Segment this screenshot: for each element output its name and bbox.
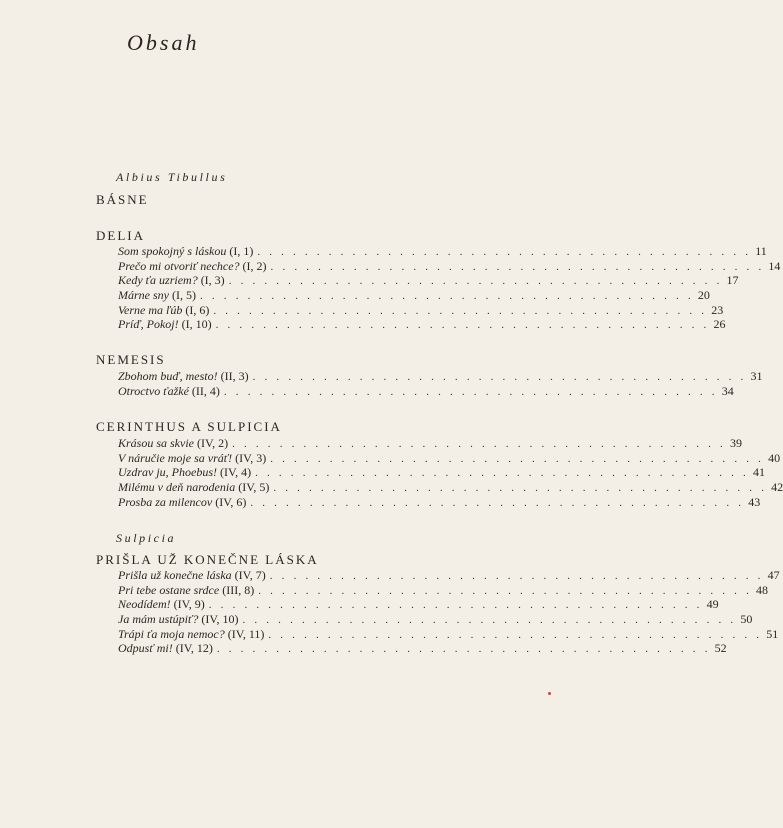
poem-title: Krásou sa skvie	[118, 436, 194, 450]
page-number: 43	[748, 494, 761, 509]
poem-ref: (I, 2)	[242, 258, 267, 273]
poem-title: Márne sny	[118, 288, 169, 303]
page-number: 50	[740, 612, 753, 627]
section-heading-prisla: PRIŠLA UŽ KONEČNE LÁSKA	[96, 552, 319, 567]
page-number: 34	[721, 383, 734, 398]
poem-ref: (IV, 10)	[201, 612, 239, 627]
poem-title: Ja mám ustúpiť?	[118, 612, 199, 627]
entries-prisla	[118, 568, 780, 656]
poem-ref: (IV, 11)	[227, 626, 265, 641]
poem-ref: (I, 1)	[229, 244, 254, 258]
entries-delia	[118, 244, 781, 332]
leader-dots: . . . . . . . . . . . . . . . . . . . . . . . . . . . . . . . . . . . . . . . . . .	[252, 371, 747, 383]
poem-title: Odpusť mi!	[118, 641, 173, 656]
leader-dots: . . . . . . . . . . . . . . . . . . . . . . . . . . . . . . . . . . . . . . . . . .	[242, 614, 737, 627]
leader-dots: . . . . . . . . . . . . . . . . . . . . . . . . . . . . . . . . . . . . . . . . . .	[232, 438, 726, 450]
page-number: 51	[766, 626, 779, 641]
toc-entry[interactable]	[118, 258, 781, 274]
entries-cerinthus	[118, 436, 783, 509]
page-number: 42	[771, 480, 783, 495]
poem-ref: (I, 10)	[181, 317, 212, 332]
poem-title: Prosba za milencov	[118, 494, 213, 509]
author-tibullus: Albius Tibullus	[116, 170, 228, 184]
leader-dots: . . . . . . . . . . . . . . . . . . . . . . . . . . . . . . . . . . . . . . . . . .	[270, 452, 765, 465]
leader-dots: . . . . . . . . . . . . . . . . . . . . . . . . . . . . . . . . . . . . . . . . . .	[270, 260, 765, 273]
poem-title: Zbohom buď, mesto!	[118, 369, 218, 383]
toc-entry[interactable]	[118, 597, 719, 612]
poem-title: Neodídem!	[118, 597, 171, 612]
poem-title: Prečo mi otvoriť nechce?	[118, 258, 240, 273]
page-number: 39	[729, 436, 742, 450]
toc-entry[interactable]	[118, 302, 724, 318]
poem-ref: (IV, 5)	[238, 480, 270, 495]
poem-ref: (IV, 3)	[235, 450, 267, 465]
leader-dots: . . . . . . . . . . . . . . . . . . . . . . . . . . . . . . . . . . . . . . . . . .	[258, 584, 753, 597]
ink-speck	[548, 692, 551, 695]
leader-dots: . . . . . . . . . . . . . . . . . . . . . . . . . . . . . . . . . . . . . . . . . .	[268, 628, 763, 641]
toc-entry[interactable]	[118, 317, 726, 332]
poem-ref: (IV, 4)	[220, 465, 252, 480]
entries-nemesis	[118, 369, 763, 398]
page-number: 41	[752, 465, 765, 480]
leader-dots: . . . . . . . . . . . . . . . . . . . . . . . . . . . . . . . . . . . . . . . . . .	[257, 246, 752, 258]
toc-entry[interactable]	[118, 641, 727, 656]
leader-dots: . . . . . . . . . . . . . . . . . . . . . . . . . . . . . . . . . . . . . . . . . .	[228, 275, 723, 288]
section-heading-nemesis: NEMESIS	[96, 352, 166, 367]
toc-entry[interactable]	[118, 288, 710, 303]
page-title: Obsah	[127, 30, 200, 55]
leader-dots: . . . . . . . . . . . . . . . . . . . . . . . . . . . . . . . . . . . . . . . . . .	[208, 599, 703, 612]
poem-title: Uzdrav ju, Phoebus!	[118, 465, 217, 480]
section-heading-cerinthus: CERINTHUS A SULPICIA	[96, 419, 282, 434]
toc-entry[interactable]	[118, 369, 763, 384]
toc-entry[interactable]	[118, 465, 765, 480]
page-number: 48	[756, 582, 769, 597]
page-number: 26	[713, 317, 726, 332]
leader-dots: . . . . . . . . . . . . . . . . . . . . . . . . . . . . . . . . . . . . . . . . . .	[269, 570, 764, 582]
page-number: 17	[726, 273, 739, 288]
author-sulpicia: Sulpicia	[116, 531, 177, 545]
poem-ref: (IV, 9)	[173, 597, 205, 612]
poem-title: Otroctvo ťažké	[118, 383, 189, 398]
page-number: 52	[714, 641, 727, 656]
leader-dots: . . . . . . . . . . . . . . . . . . . . . . . . . . . . . . . . . . . . . . . . . .	[250, 496, 745, 509]
toc-entry[interactable]	[118, 273, 739, 288]
toc-entry[interactable]	[118, 383, 734, 399]
poem-title: Príď, Pokoj!	[118, 317, 179, 332]
page-number: 23	[711, 302, 724, 317]
book-heading: BÁSNE	[96, 192, 149, 207]
poem-ref: (II, 3)	[220, 369, 249, 383]
page-number: 40	[768, 450, 781, 465]
poem-title: Kedy ťa uzriem?	[118, 273, 198, 288]
leader-dots: . . . . . . . . . . . . . . . . . . . . . . . . . . . . . . . . . . . . . . . . . .	[200, 290, 694, 303]
poem-ref: (II, 4)	[191, 383, 220, 398]
toc-entry[interactable]	[118, 244, 767, 259]
poem-ref: (IV, 7)	[234, 568, 266, 582]
leader-dots: . . . . . . . . . . . . . . . . . . . . . . . . . . . . . . . . . . . . . . . . . .	[215, 319, 710, 332]
toc-entry[interactable]	[118, 626, 779, 642]
toc-entry[interactable]	[118, 480, 783, 495]
poem-ref: (IV, 12)	[175, 641, 213, 656]
leader-dots: . . . . . . . . . . . . . . . . . . . . . . . . . . . . . . . . . . . . . . . . . .	[223, 385, 718, 398]
page-number: 14	[768, 258, 781, 273]
poem-title: Som spokojný s láskou	[118, 244, 227, 258]
poem-ref: (III, 8)	[222, 582, 255, 597]
page-number: 31	[750, 369, 763, 383]
poem-title: Verne ma ľúb	[118, 302, 183, 317]
poem-title: Trápi ťa moja nemoc?	[118, 626, 225, 641]
toc-entry[interactable]	[118, 582, 769, 598]
toc-entry[interactable]	[118, 450, 781, 466]
poem-ref: (I, 5)	[172, 288, 196, 303]
poem-title: Pri tebe ostane srdce	[118, 582, 220, 597]
section-heading-delia: DELIA	[96, 228, 145, 243]
leader-dots: . . . . . . . . . . . . . . . . . . . . . . . . . . . . . . . . . . . . . . . . . .	[255, 467, 749, 480]
poem-title: V náručie moje sa vráť!	[118, 450, 233, 465]
poem-ref: (I, 6)	[185, 302, 210, 317]
leader-dots: . . . . . . . . . . . . . . . . . . . . . . . . . . . . . . . . . . . . . . . . . .	[216, 643, 711, 656]
toc-entry[interactable]	[118, 436, 742, 451]
leader-dots: . . . . . . . . . . . . . . . . . . . . . . . . . . . . . . . . . . . . . . . . . .	[213, 304, 708, 317]
poem-title: Prišla už konečne láska	[118, 568, 232, 582]
poem-ref: (I, 3)	[200, 273, 225, 288]
leader-dots: . . . . . . . . . . . . . . . . . . . . . . . . . . . . . . . . . . . . . . . . . .	[273, 482, 768, 495]
poem-title: Milému v deň narodenia	[118, 480, 236, 495]
poem-ref: (IV, 6)	[215, 494, 247, 509]
page-number: 49	[706, 597, 719, 612]
poem-ref: (IV, 2)	[197, 436, 229, 450]
page-number: 47	[767, 568, 780, 582]
toc-entry[interactable]	[118, 612, 753, 627]
toc-entry[interactable]	[118, 568, 780, 583]
toc-entry[interactable]	[118, 494, 761, 510]
page-number: 11	[755, 244, 767, 258]
page-number: 20	[697, 288, 710, 303]
